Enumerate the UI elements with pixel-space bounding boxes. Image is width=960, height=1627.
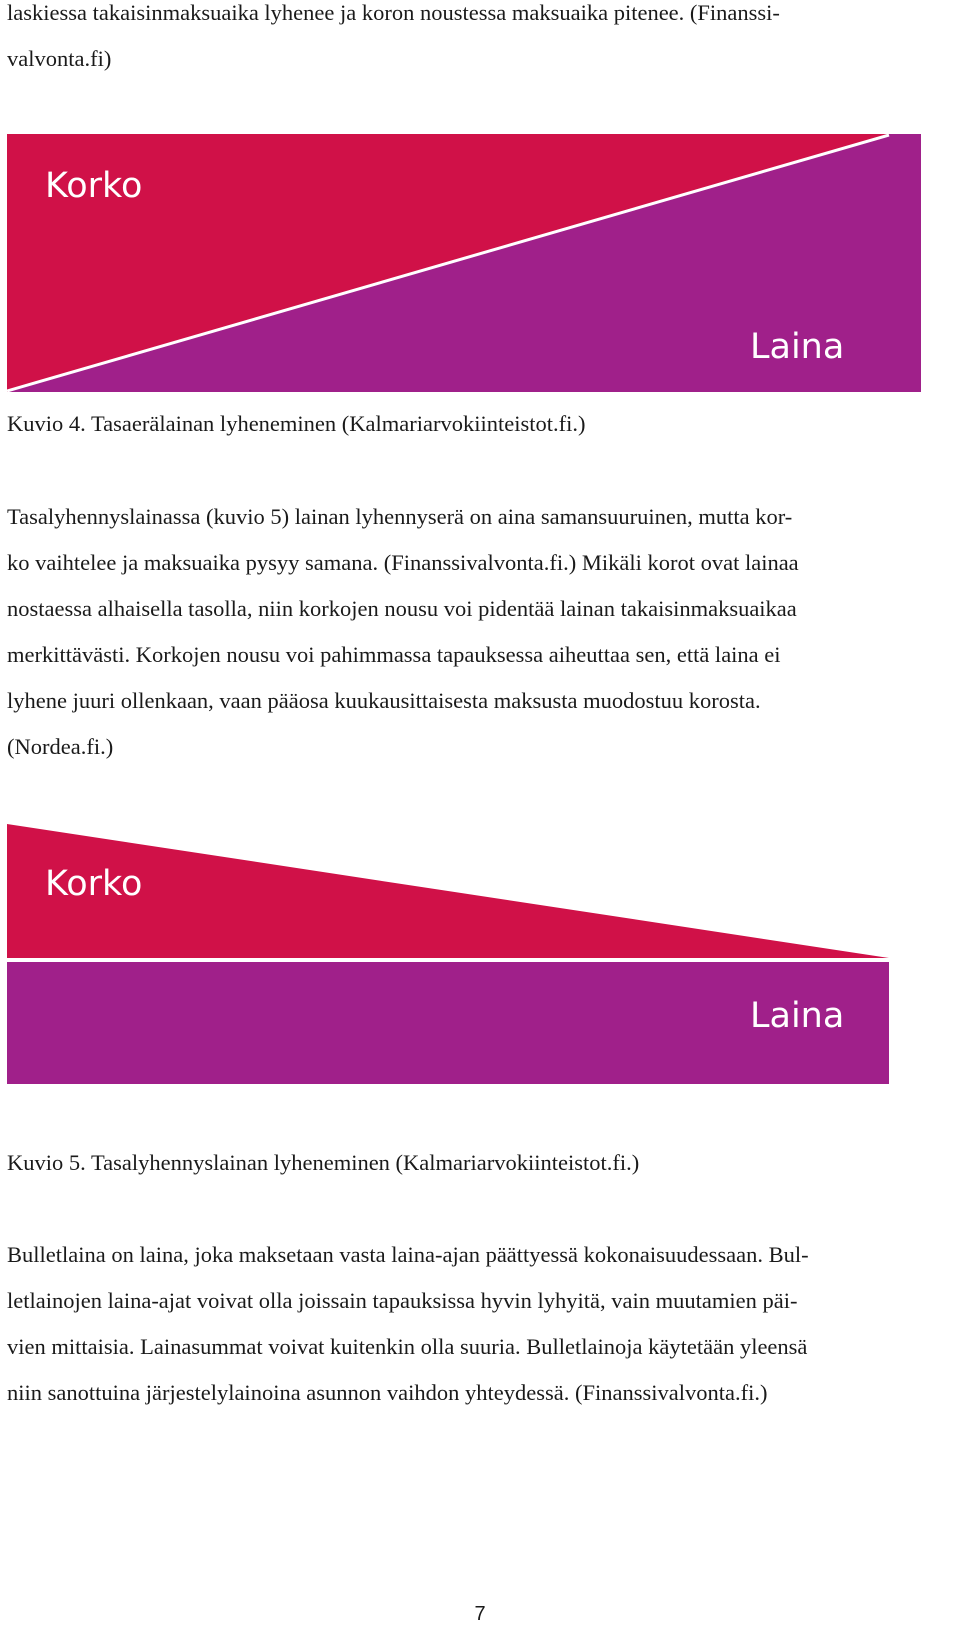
figure-4-laina-label: Laina	[750, 327, 845, 367]
figure-4-caption: Kuvio 4. Tasaerälainan lyheneminen (Kalmariarvokiinteistot.fi.)	[7, 411, 586, 436]
para2-line-5: lyhene juuri ollenkaan, vaan pääosa kuukausittaisesta maksusta muodostuu korosta.	[7, 688, 761, 713]
para3-line-4: niin sanottuina järjestelylainoina asunnon vaihdon yhteydessä. (Finanssivalvonta.fi.)	[7, 1380, 768, 1405]
para2-line-1: Tasalyhennyslainassa (kuvio 5) lainan lyhennyserä on aina samansuuruinen, mutta kor-	[7, 504, 793, 529]
figure-5-korko-label: Korko	[45, 864, 143, 904]
figure-5-laina-label: Laina	[750, 996, 845, 1036]
intro-line-2: valvonta.fi)	[7, 46, 112, 71]
para2-line-3: nostaessa alhaisella tasolla, niin korkojen nousu voi pidentää lainan takaisinmaksuaikaa	[7, 596, 797, 621]
para2-line-2: ko vaihtelee ja maksuaika pysyy samana. (Finanssivalvonta.fi.) Mikäli korot ovat lainaa	[7, 550, 799, 575]
para2-line-6: (Nordea.fi.)	[7, 734, 114, 759]
para3-line-1: Bulletlaina on laina, joka maksetaan vasta laina-ajan päättyessä kokonaisuudessaan. Bul-	[7, 1242, 809, 1267]
figure-4-diagram	[7, 134, 921, 392]
page-number: 7	[474, 1603, 486, 1625]
intro-line-1: laskiessa takaisinmaksuaika lyhenee ja koron noustessa maksuaika pitenee. (Finanssi-	[7, 0, 780, 25]
figure-4-korko-label: Korko	[45, 166, 143, 206]
figure-5-diagram	[7, 824, 921, 1084]
figure-5-caption: Kuvio 5. Tasalyhennyslainan lyheneminen (Kalmariarvokiinteistot.fi.)	[7, 1150, 640, 1175]
para3-line-2: letlainojen laina-ajat voivat olla joissain tapauksissa hyvin lyhyitä, vain muutamien päi-	[7, 1288, 798, 1313]
para2-line-4: merkittävästi. Korkojen nousu voi pahimmassa tapauksessa aiheuttaa sen, että laina ei	[7, 642, 781, 667]
para3-line-3: vien mittaisia. Lainasummat voivat kuitenkin olla suuria. Bulletlainoja käytetään yleensä	[7, 1334, 808, 1359]
